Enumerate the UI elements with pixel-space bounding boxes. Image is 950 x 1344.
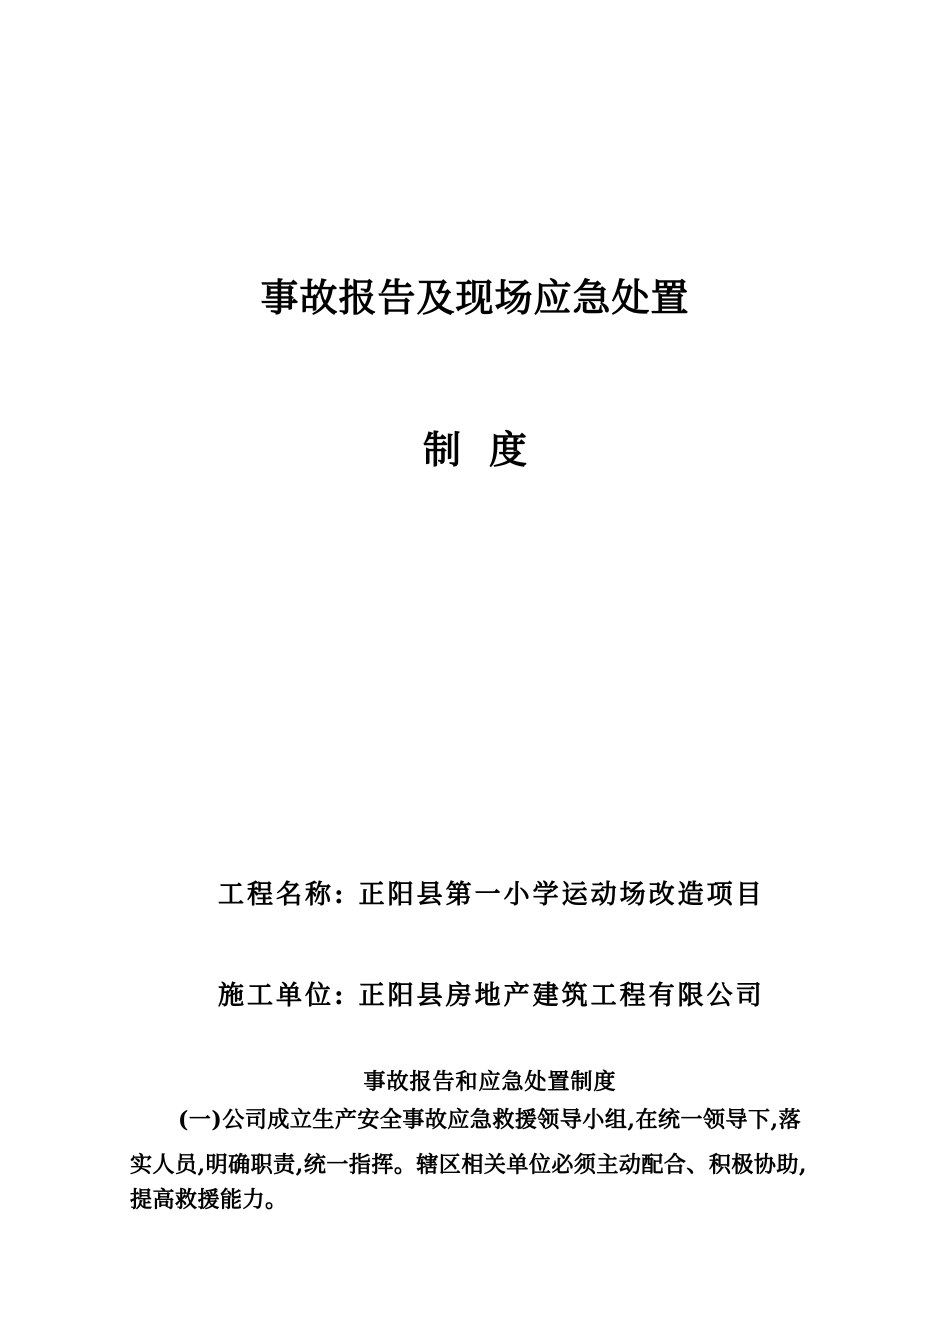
construction-unit-value: 正阳县房地产建筑工程有限公司 (358, 981, 765, 1011)
body-paragraph (130, 1100, 852, 1215)
project-name-value: 正阳县第一小学运动场改造项目 (358, 880, 765, 910)
project-name-line (218, 877, 765, 913)
paragraph-line: 提高救援能力。 (130, 1187, 288, 1213)
construction-unit-label: 施工单位: (218, 981, 347, 1011)
section-heading: 事故报告和应急处置制度 (363, 1069, 617, 1095)
document-subtitle: 制度 (422, 427, 555, 472)
project-name-label: 工程名称: (218, 880, 347, 910)
construction-unit-line (218, 978, 765, 1014)
paragraph-line: 实人员,明确职责,统一指挥。辖区相关单位必须主动配合、积极协助, (130, 1152, 807, 1178)
document-title: 事故报告及现场应急处置 (260, 275, 690, 320)
paragraph-line: (一)公司成立生产安全事故应急救援领导小组,在统一领导下,落 (178, 1107, 802, 1133)
